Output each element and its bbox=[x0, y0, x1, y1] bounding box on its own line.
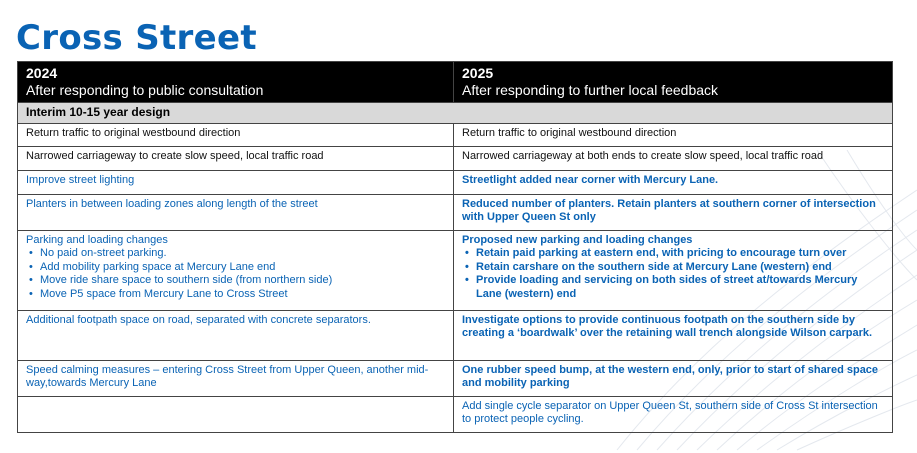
cell-2025: Reduced number of planters. Retain planters at southern corner of intersection with Upper Queen St only bbox=[454, 194, 893, 230]
cell-2024 bbox=[18, 230, 454, 310]
table-row bbox=[18, 230, 893, 310]
list-item: • No paid on-street parking. bbox=[40, 247, 445, 261]
table-row bbox=[18, 360, 893, 396]
cell-2025 bbox=[454, 230, 893, 310]
page-title: Cross Street bbox=[16, 18, 257, 58]
comparison-table bbox=[17, 61, 893, 433]
table-row bbox=[18, 170, 893, 194]
table-row bbox=[18, 396, 893, 432]
section-label: Interim 10-15 year design bbox=[18, 103, 893, 124]
header-subtitle: After responding to further local feedback bbox=[462, 82, 719, 98]
cell-heading: Proposed new parking and loading changes bbox=[462, 233, 693, 246]
list-item: • Retain carshare on the southern side at Mercury Lane (western) end bbox=[476, 261, 884, 275]
cell-2024: Additional footpath space on road, separated with concrete separators. bbox=[18, 310, 454, 360]
cell-2024: Planters in between loading zones along length of the street bbox=[18, 194, 454, 230]
list-item: • Add mobility parking space at Mercury Lane end bbox=[40, 261, 445, 275]
cell-heading: Parking and loading changes bbox=[26, 233, 168, 246]
cell-2024: Improve street lighting bbox=[18, 170, 454, 194]
table-row bbox=[18, 310, 893, 360]
cell-2024: Narrowed carriageway to create slow speed, local traffic road bbox=[18, 146, 454, 170]
list-item: • Provide loading and servicing on both sides of street at/towards Mercury Lane (western) end bbox=[476, 274, 884, 301]
section-row bbox=[18, 103, 893, 124]
cell-2025: Streetlight added near corner with Mercury Lane. bbox=[454, 170, 893, 194]
table-header bbox=[18, 62, 893, 103]
cell-2024: Return traffic to original westbound direction bbox=[18, 123, 454, 146]
table-row bbox=[18, 123, 893, 146]
cell-2025: Investigate options to provide continuous footpath on the southern side by creating a ‘boardwalk’ over the retaining wall trench alongside Wilson carpark. bbox=[454, 310, 893, 360]
header-2024 bbox=[18, 62, 454, 103]
cell-2024: Speed calming measures – entering Cross Street from Upper Queen, another mid-way,towards Mercury Lane bbox=[18, 360, 454, 396]
table-row bbox=[18, 146, 893, 170]
list-item: • Move P5 space from Mercury Lane to Cross Street bbox=[40, 288, 445, 302]
cell-2025: Narrowed carriageway at both ends to create slow speed, local traffic road bbox=[454, 146, 893, 170]
cell-2025: Add single cycle separator on Upper Queen St, southern side of Cross St intersection to protect people cycling. bbox=[454, 396, 893, 432]
bullet-list bbox=[462, 247, 884, 301]
header-subtitle: After responding to public consultation bbox=[26, 82, 264, 98]
header-year: 2024 bbox=[26, 65, 58, 81]
header-year: 2025 bbox=[462, 65, 494, 81]
list-item: • Retain paid parking at eastern end, with pricing to encourage turn over bbox=[476, 247, 884, 261]
cell-2025: Return traffic to original westbound direction bbox=[454, 123, 893, 146]
table-row bbox=[18, 194, 893, 230]
bullet-list bbox=[26, 247, 445, 301]
cell-2024 bbox=[18, 396, 454, 432]
header-2025 bbox=[454, 62, 893, 103]
list-item: • Move ride share space to southern side (from northern side) bbox=[40, 274, 445, 288]
cell-2025: One rubber speed bump, at the western end, only, prior to start of shared space and mobility parking bbox=[454, 360, 893, 396]
